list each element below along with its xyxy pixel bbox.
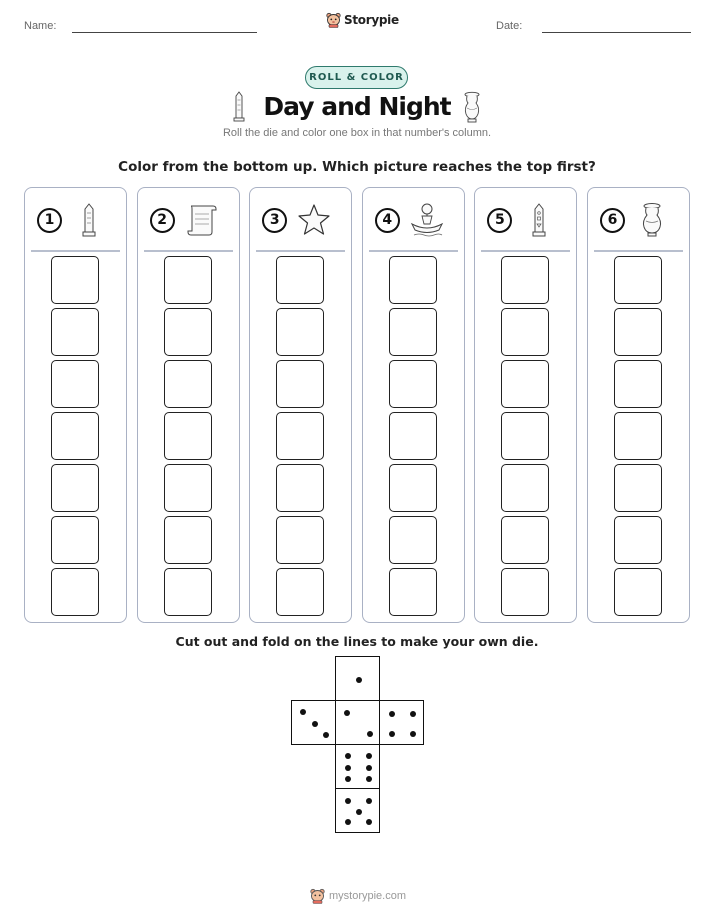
color-box[interactable] (276, 516, 324, 564)
die-face-5 (335, 788, 380, 833)
pip (345, 765, 351, 771)
storypie-mascot-icon (326, 12, 341, 28)
color-box[interactable] (614, 568, 662, 616)
color-box[interactable] (164, 568, 212, 616)
date-field[interactable] (542, 32, 691, 33)
color-box[interactable] (51, 568, 99, 616)
vase-icon (635, 202, 669, 238)
column-number: 4 (375, 208, 400, 233)
die-face-6 (335, 744, 380, 789)
color-box[interactable] (389, 256, 437, 304)
pip (366, 753, 372, 759)
column-divider (594, 250, 683, 252)
color-box[interactable] (389, 308, 437, 356)
color-box[interactable] (501, 412, 549, 460)
color-box[interactable] (389, 516, 437, 564)
footer-site: mystorypie.com (329, 890, 407, 902)
footer (310, 888, 406, 904)
page-title: Day and Night (263, 92, 451, 121)
column-divider (481, 250, 570, 252)
die-instruction: Cut out and fold on the lines to make your own die. (175, 634, 539, 649)
pip (356, 677, 362, 683)
pip (366, 819, 372, 825)
pip (366, 776, 372, 782)
color-box[interactable] (164, 308, 212, 356)
pip (410, 711, 416, 717)
color-box[interactable] (51, 516, 99, 564)
color-box[interactable] (164, 516, 212, 564)
column-6 (587, 187, 690, 623)
color-box[interactable] (276, 464, 324, 512)
pip (323, 732, 329, 738)
die-face-1 (335, 656, 380, 701)
color-box[interactable] (164, 360, 212, 408)
name-label: Name: (24, 20, 57, 32)
color-box[interactable] (501, 360, 549, 408)
roll-columns (24, 187, 690, 623)
brand-logo (326, 12, 399, 28)
color-box[interactable] (276, 308, 324, 356)
color-box[interactable] (614, 412, 662, 460)
color-box[interactable] (51, 360, 99, 408)
vase-icon (462, 91, 482, 123)
pip (345, 798, 351, 804)
color-box[interactable] (614, 516, 662, 564)
color-box[interactable] (276, 360, 324, 408)
column-4 (362, 187, 465, 623)
pip (356, 809, 362, 815)
column-number: 2 (150, 208, 175, 233)
color-box[interactable] (501, 308, 549, 356)
roll-and-color-badge: ROLL & COLOR (305, 66, 408, 89)
column-number: 6 (600, 208, 625, 233)
column-3 (249, 187, 352, 623)
color-box[interactable] (51, 256, 99, 304)
carved-obelisk-icon (522, 202, 556, 238)
color-box[interactable] (614, 256, 662, 304)
column-number: 1 (37, 208, 62, 233)
storypie-mascot-icon (310, 888, 325, 904)
color-box[interactable] (389, 464, 437, 512)
pip (344, 710, 350, 716)
pip (366, 798, 372, 804)
color-box[interactable] (164, 412, 212, 460)
star-icon (297, 202, 331, 238)
color-box[interactable] (51, 412, 99, 460)
die-face-2 (335, 700, 380, 745)
pip (367, 731, 373, 737)
color-box[interactable] (614, 308, 662, 356)
column-divider (256, 250, 345, 252)
brand-name: Storypie (344, 13, 399, 27)
coloring-instruction: Color from the bottom up. Which picture reaches the top first? (118, 159, 596, 175)
die-face-4 (379, 700, 424, 745)
pip (300, 709, 306, 715)
column-divider (31, 250, 120, 252)
pip (345, 753, 351, 759)
obelisk-icon (72, 202, 106, 238)
color-box[interactable] (389, 412, 437, 460)
color-box[interactable] (614, 360, 662, 408)
pip (366, 765, 372, 771)
color-box[interactable] (501, 256, 549, 304)
pip (345, 819, 351, 825)
color-box[interactable] (164, 464, 212, 512)
color-box[interactable] (389, 360, 437, 408)
color-box[interactable] (51, 308, 99, 356)
color-box[interactable] (276, 412, 324, 460)
column-2 (137, 187, 240, 623)
column-1 (24, 187, 127, 623)
column-number: 5 (487, 208, 512, 233)
pip (389, 731, 395, 737)
column-divider (369, 250, 458, 252)
pip (389, 711, 395, 717)
color-box[interactable] (164, 256, 212, 304)
column-divider (144, 250, 233, 252)
color-box[interactable] (501, 464, 549, 512)
scroll-icon (185, 202, 219, 238)
sun-boat-icon (410, 202, 444, 238)
color-box[interactable] (501, 568, 549, 616)
die-face-3 (291, 700, 336, 745)
column-5 (474, 187, 577, 623)
pip (410, 731, 416, 737)
subtitle: Roll the die and color one box in that number's column. (222, 127, 492, 139)
pip (345, 776, 351, 782)
pip (312, 721, 318, 727)
color-box[interactable] (276, 256, 324, 304)
color-box[interactable] (51, 464, 99, 512)
date-label: Date: (496, 20, 523, 32)
column-number: 3 (262, 208, 287, 233)
color-box[interactable] (614, 464, 662, 512)
color-box[interactable] (501, 516, 549, 564)
name-field[interactable] (72, 32, 257, 33)
color-box[interactable] (389, 568, 437, 616)
color-box[interactable] (276, 568, 324, 616)
